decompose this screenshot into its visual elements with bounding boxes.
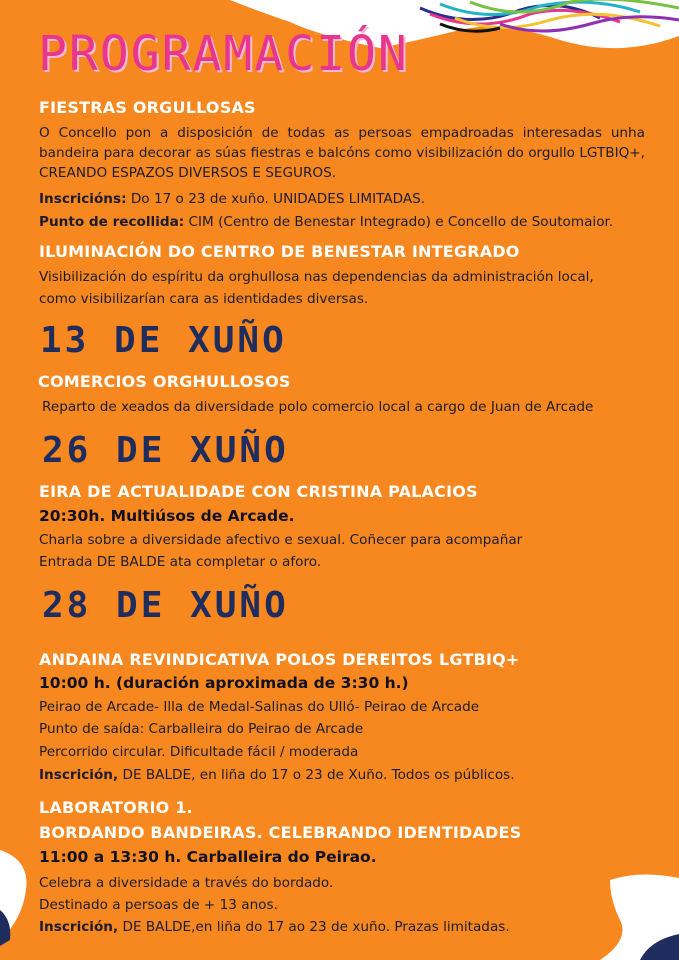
laboratorio-time: 11:00 a 13:30 h. Carballeira do Peirao. (39, 848, 377, 866)
laboratorio-inscricion-value: DE BALDE,en liña do 17 ao 23 de xuño. Prazas limitadas. (118, 919, 510, 935)
section-title-eira: EIRA DE ACTUALIDADE CON CRISTINA PALACIOS (39, 482, 478, 501)
section-title-comercios: COMERCIOS ORGHULLOSOS (38, 372, 291, 391)
eira-line-2: Entrada DE BALDE ata completar o aforo. (39, 554, 322, 570)
laboratorio-inscricion (39, 917, 510, 937)
laboratorio-line-1: Celebra a diversidade a través do bordado. (39, 875, 334, 891)
iluminacion-line-2: como visibilizarían cara as identidades diversas. (39, 291, 369, 307)
section-title-laboratorio: LABORATORIO 1. (39, 798, 193, 817)
andaina-time: 10:00 h. (duración aproximada de 3:30 h.) (39, 674, 409, 692)
andaina-inscricion-label: Inscrición, (39, 767, 119, 783)
eira-line-1: Charla sobre a diversidade afectivo e sexual. Coñecer para acompañar (39, 532, 523, 548)
page-title: PROGRAMACIÓN (38, 26, 409, 82)
andaina-line-2: Punto de saída: Carballeira do Peirao de Arcade (39, 721, 364, 737)
bottom-right-decoration (540, 850, 679, 960)
eira-time: 20:30h. Multiúsos de Arcade. (39, 507, 295, 525)
bottom-left-decoration (0, 850, 40, 960)
andaina-inscricion-value: DE BALDE, en liña do 17 o 23 de Xuño. Todos os públicos. (118, 767, 515, 783)
inscricions-label: Inscricións: (39, 191, 127, 207)
section-body-fiestras: O Concello pon a disposición de todas as persoas empadroadas interesadas unha bandeira para decorar as súas fiestras e balcóns como visibilización do orgullo LGTBIQ+, CREANDO ESPAZOS DIVERSOS E SEGUROS. (39, 125, 645, 181)
inscricions-value: Do 17 o 23 de xuño. UNIDADES LIMITADAS. (126, 191, 426, 207)
date-heading-13: 13 DE XUÑO (40, 320, 287, 361)
recollida-value: CIM (Centro de Benestar Integrado) e Concello de Soutomaior. (184, 214, 614, 230)
fiestras-recollida (39, 212, 613, 232)
andaina-line-1: Peirao de Arcade- Illa de Medal-Salinas do Ulló- Peirao de Arcade (39, 699, 480, 715)
iluminacion-line-1: Visibilización do espíritu da orghullosa nas dependencias da administración local, (39, 269, 594, 285)
section-title-andaina: ANDAINA REVINDICATIVA POLOS DEREITOS LGTBIQ+ (39, 650, 520, 669)
laboratorio-line-2: Destinado a persoas de + 13 anos. (39, 897, 278, 913)
laboratorio-inscricion-label: Inscrición, (39, 919, 119, 935)
andaina-line-3: Percorrido circular. Dificultade fácil / moderada (39, 744, 359, 760)
fiestras-inscricions (39, 189, 425, 209)
comercios-body: Reparto de xeados da diversidade polo comercio local a cargo de Juan de Arcade (42, 399, 594, 415)
date-heading-26: 26 DE XUÑO (42, 430, 289, 471)
section-title-iluminacion: ILUMINACIÓN DO CENTRO DE BENESTAR INTEGRADO (39, 242, 520, 261)
section-subtitle-laboratorio: BORDANDO BANDEIRAS. CELEBRANDO IDENTIDADES (39, 823, 522, 842)
andaina-inscricion (39, 765, 515, 785)
date-heading-28: 28 DE XUÑO (42, 585, 289, 626)
recollida-label: Punto de recollida: (39, 214, 185, 230)
section-title-fiestras: FIESTRAS ORGULLOSAS (39, 98, 256, 117)
